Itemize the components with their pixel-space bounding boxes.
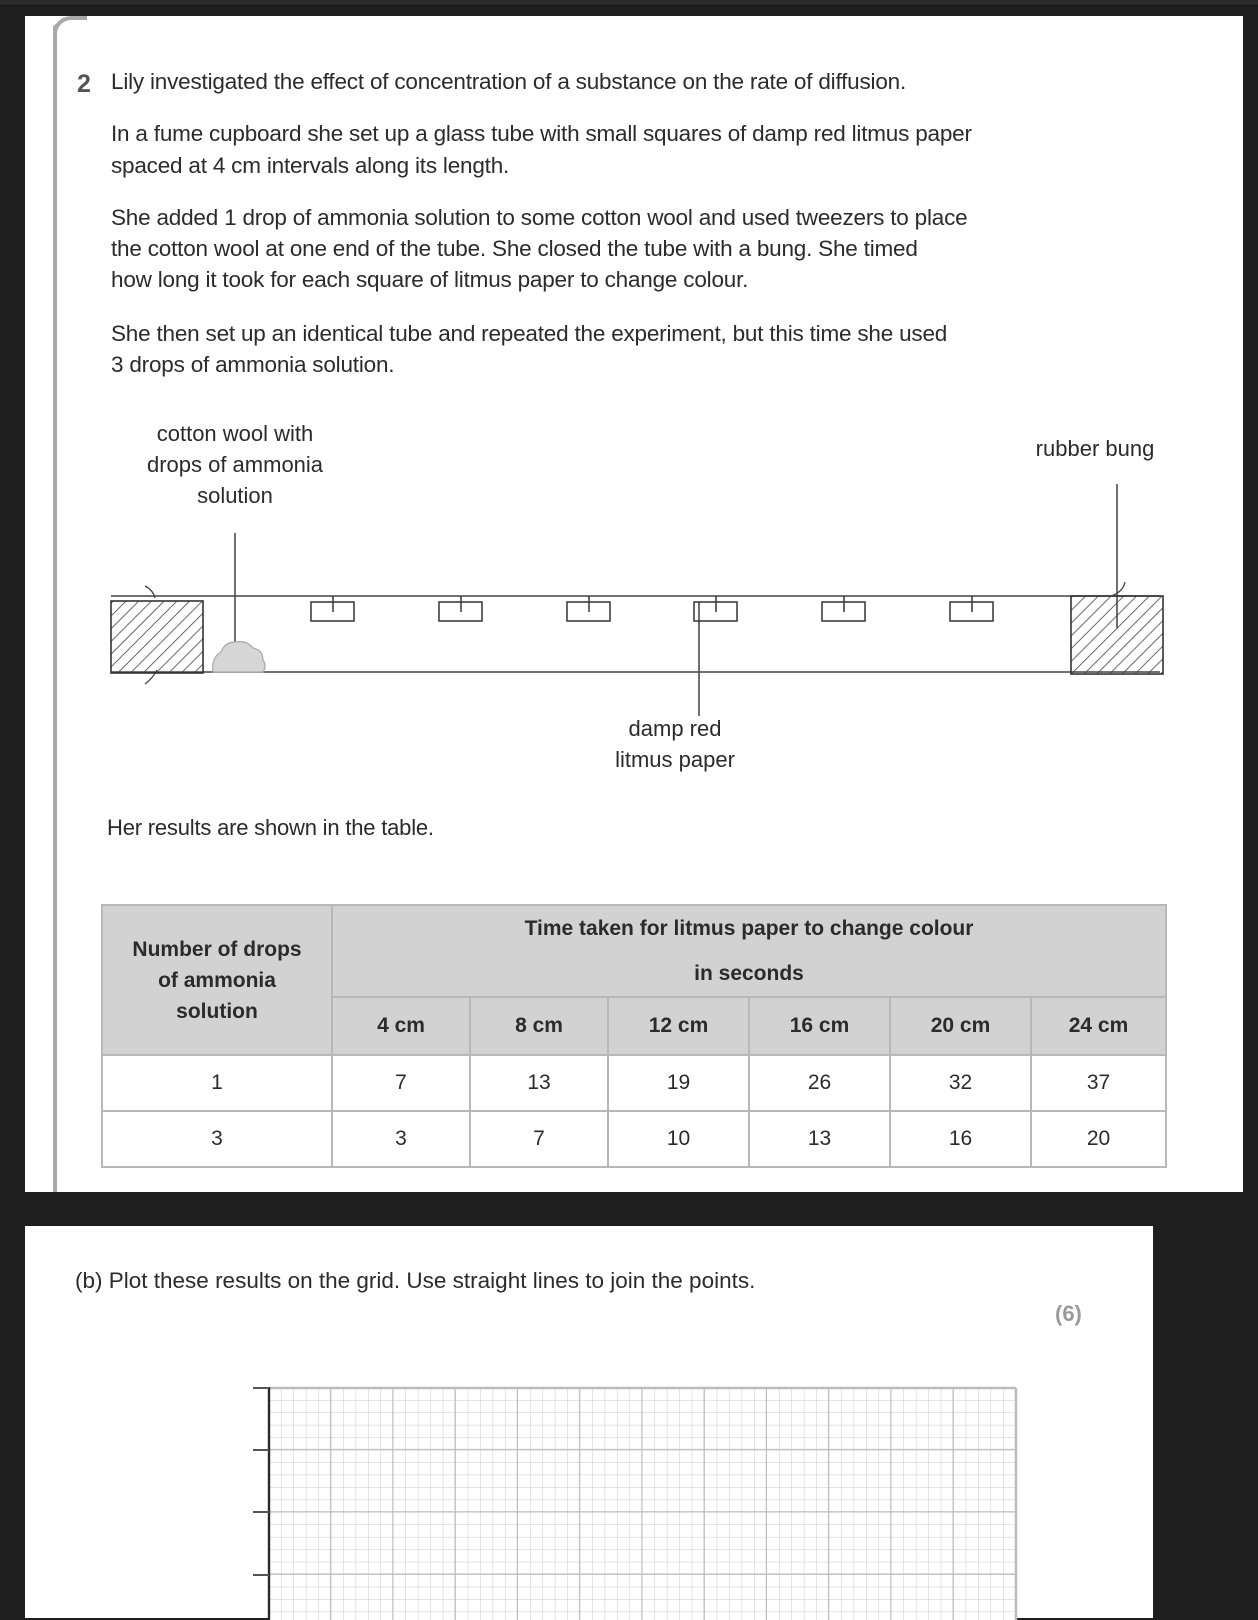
cell-time: 16 [890, 1111, 1031, 1167]
cotton-wool-blob [213, 642, 265, 672]
window-top-bar [0, 0, 1258, 6]
header-line: solution [176, 999, 258, 1023]
apparatus-diagram [105, 456, 1175, 716]
label-cotton-wool-line: cotton wool with [156, 421, 314, 446]
page-margin-rule [53, 24, 57, 1192]
exam-page-top [25, 16, 1243, 1192]
cell-drops: 3 [102, 1111, 332, 1167]
header-distance: 12 cm [608, 997, 749, 1055]
header-line: Number of drops [132, 937, 302, 961]
header-distance: 20 cm [890, 997, 1031, 1055]
litmus-squares [311, 596, 993, 621]
header-number-of-drops [102, 905, 332, 1055]
header-line: Time taken for litmus paper to change colour [524, 917, 974, 940]
question-number: 2 [77, 70, 91, 98]
header-line: in seconds [694, 962, 804, 985]
header-distance: 8 cm [470, 997, 608, 1055]
label-rubber-bung: rubber bung [1035, 436, 1155, 461]
cell-time: 13 [749, 1111, 890, 1167]
method-line-2: the cotton wool at one end of the tube. She closed the tube with a bung. She timed [111, 236, 918, 261]
method-line-1: She added 1 drop of ammonia solution to some cotton wool and used tweezers to place [111, 205, 968, 230]
left-bung [111, 586, 203, 684]
cell-drops: 1 [102, 1055, 332, 1111]
table-row [102, 1055, 1166, 1111]
results-table [101, 904, 1167, 1168]
page-margin-corner [53, 16, 87, 34]
cell-time: 13 [470, 1055, 608, 1111]
label-litmus-line: damp red [628, 716, 722, 741]
cell-time: 26 [749, 1055, 890, 1111]
cell-time: 19 [608, 1055, 749, 1111]
label-cotton-wool-line: solution [197, 483, 273, 508]
header-distance: 4 cm [332, 997, 470, 1055]
repeat-line-1: She then set up an identical tube and repeated the experiment, but this time she used [111, 321, 948, 346]
label-cotton-wool-line: drops of ammonia [146, 452, 324, 477]
litmus-square [439, 596, 482, 621]
marks-label: (6) [1055, 1301, 1082, 1326]
cell-time: 37 [1031, 1055, 1166, 1111]
cell-time: 20 [1031, 1111, 1166, 1167]
exam-page-bottom [25, 1226, 1153, 1618]
litmus-square [311, 596, 354, 621]
results-intro: Her results are shown in the table. [107, 815, 434, 840]
header-line: of ammonia [158, 968, 276, 992]
graph-grid[interactable] [243, 1380, 1023, 1620]
header-distance: 16 cm [749, 997, 890, 1055]
litmus-square [567, 596, 610, 621]
cell-time: 3 [332, 1111, 470, 1167]
y-axis-ticks [253, 1388, 269, 1575]
litmus-square [950, 596, 993, 621]
right-bung [1071, 582, 1163, 674]
label-litmus-line: litmus paper [615, 747, 735, 772]
question-setup-line-2: spaced at 4 cm intervals along its length. [111, 153, 510, 178]
repeat-line-2: 3 drops of ammonia solution. [111, 352, 395, 377]
table-row [102, 1111, 1166, 1167]
part-b-instruction: (b) Plot these results on the grid. Use straight lines to join the points. [75, 1268, 756, 1293]
cell-time: 7 [332, 1055, 470, 1111]
cell-time: 32 [890, 1055, 1031, 1111]
cell-time: 7 [470, 1111, 608, 1167]
litmus-square [822, 596, 865, 621]
header-distance: 24 cm [1031, 997, 1166, 1055]
method-line-3: how long it took for each square of litmus paper to change colour. [111, 267, 749, 292]
cell-time: 10 [608, 1111, 749, 1167]
label-litmus-paper [595, 713, 755, 775]
question-intro: Lily investigated the effect of concentration of a substance on the rate of diffusion. [111, 69, 906, 94]
header-time-taken [332, 905, 1166, 997]
question-setup-line-1: In a fume cupboard she set up a glass tube with small squares of damp red litmus paper [111, 121, 972, 146]
litmus-square [694, 596, 737, 621]
